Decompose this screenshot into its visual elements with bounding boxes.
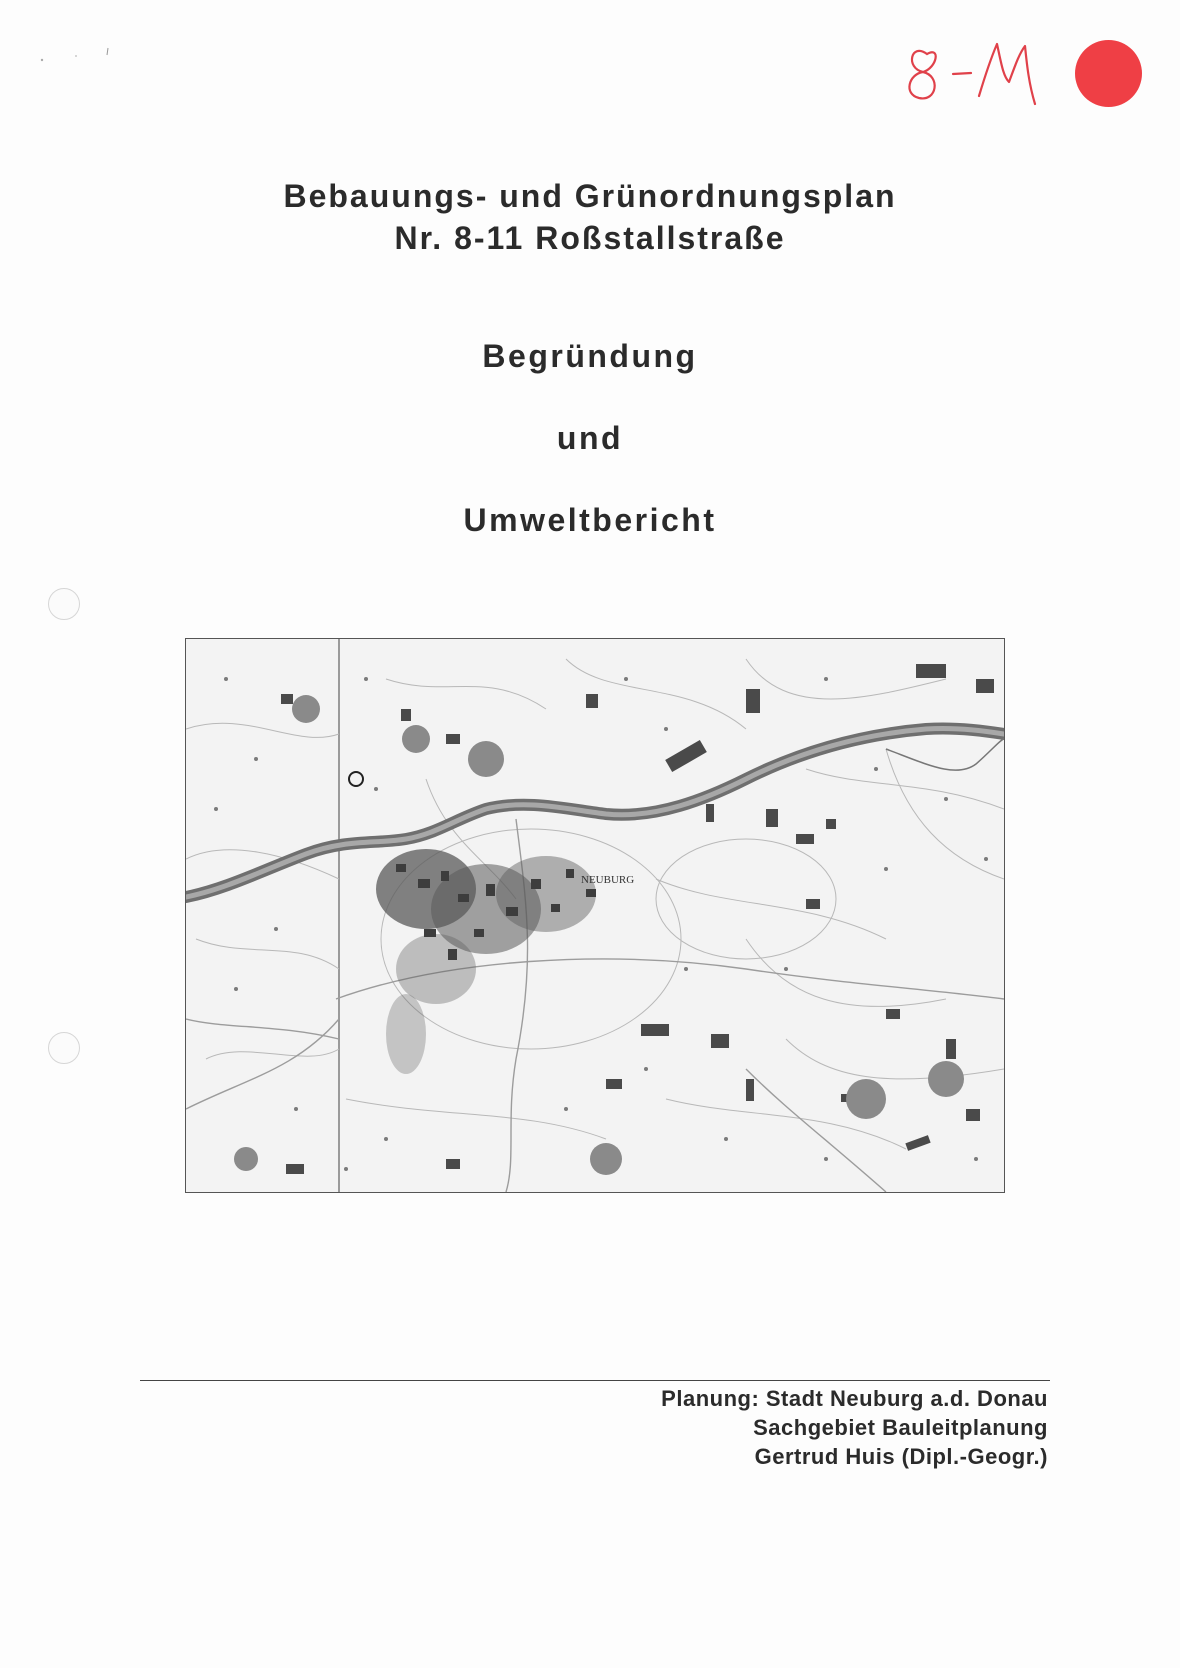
document-title [0, 175, 1180, 259]
red-marker-dot [1075, 40, 1142, 107]
credits-line-1: Planung: Stadt Neuburg a.d. Donau [661, 1386, 1048, 1411]
punch-hole [48, 588, 80, 620]
scan-speck [38, 44, 118, 64]
map-drawing [186, 639, 1004, 1192]
credits-line-3: Gertrud Huis (Dipl.-Geogr.) [754, 1444, 1048, 1469]
heading-begruendung: Begründung [482, 338, 698, 374]
handwritten-stamp-code [905, 36, 1055, 111]
planning-credits [661, 1384, 1048, 1471]
heading-und: und [556, 420, 624, 456]
footer-rule [140, 1380, 1050, 1381]
map-town-label: NEUBURG [581, 874, 635, 886]
punch-hole [48, 1032, 80, 1064]
location-map [185, 638, 1005, 1193]
heading-umweltbericht: Umweltbericht [463, 502, 717, 538]
credits-line-2: Sachgebiet Bauleitplanung [753, 1415, 1048, 1440]
title-line-2: Nr. 8-11 Roßstallstraße [394, 220, 786, 256]
title-line-1: Bebauungs- und Grünordnungsplan [283, 178, 897, 214]
